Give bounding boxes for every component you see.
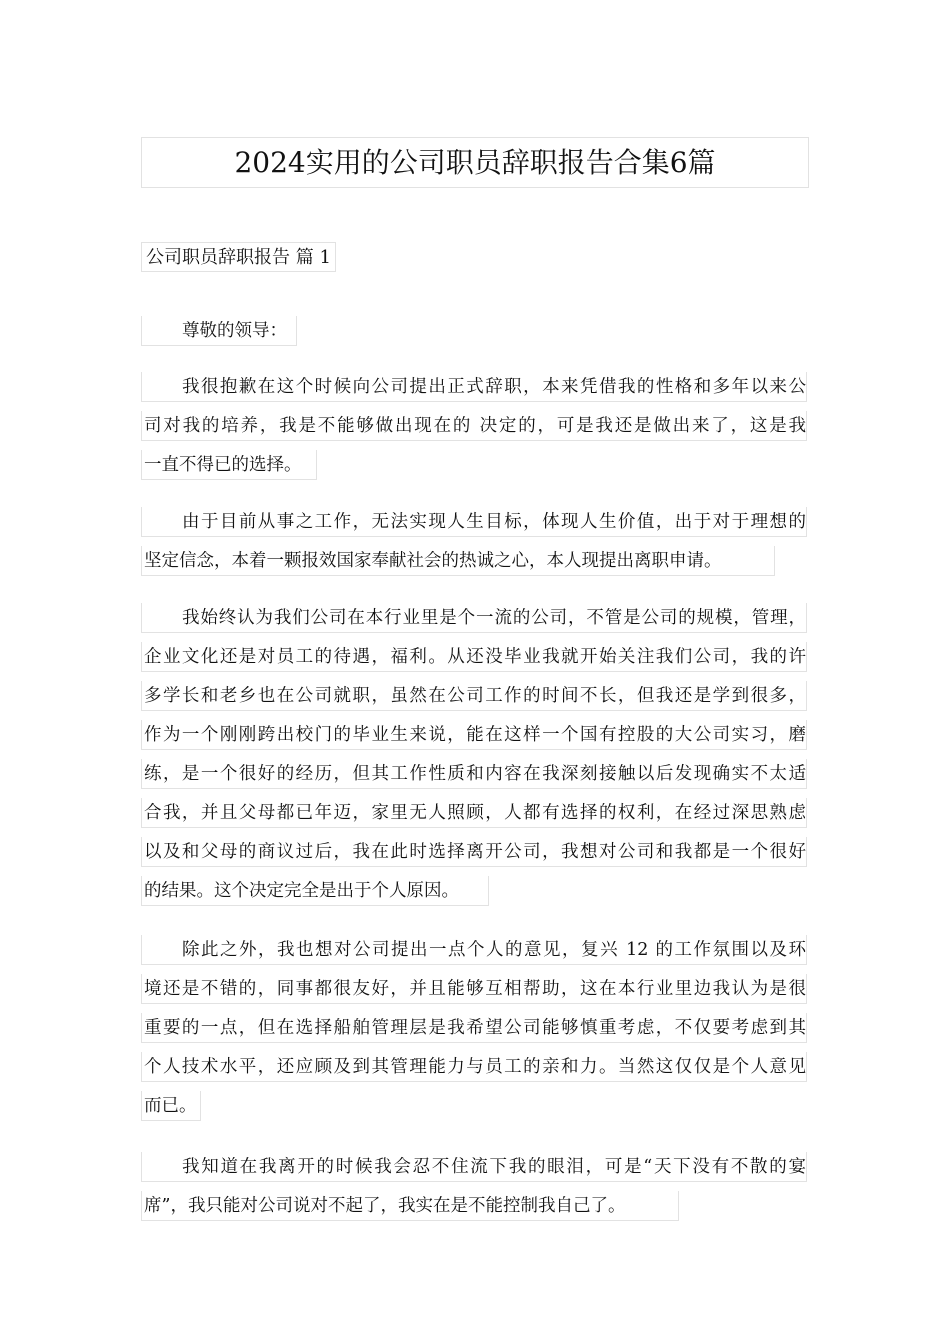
paragraph-2-line-1: 由于目前从事之工作，无法实现人生目标，体现人生价值，出于对于理想的 bbox=[141, 507, 807, 537]
paragraph-4-line-5: 而已。 bbox=[141, 1091, 201, 1121]
paragraph-3-line-3: 多学长和老乡也在公司就职，虽然在公司工作的时间不长，但我还是学到很多， bbox=[141, 681, 807, 711]
paragraph-1-line-3: 一直不得已的选择。 bbox=[141, 450, 317, 480]
paragraph-4-line-2: 境还是不错的，同事都很友好，并且能够互相帮助，这在本行业里边我认为是很 bbox=[141, 974, 807, 1004]
paragraph-1-line-2: 司对我的培养，我是不能够做出现在的 决定的，可是我还是做出来了，这是我 bbox=[141, 411, 807, 441]
paragraph-3-line-6: 合我，并且父母都已年迈，家里无人照顾，人都有选择的权利，在经过深思熟虑 bbox=[141, 798, 807, 828]
document-title: 2024实用的公司职员辞职报告合集6篇 bbox=[234, 146, 716, 179]
paragraph-4-line-3: 重要的一点，但在选择船舶管理层是我希望公司能够慎重考虑，不仅要考虑到其 bbox=[141, 1013, 807, 1043]
paragraph-3-line-5: 练，是一个很好的经历，但其工作性质和内容在我深刻接触以后发现确实不太适 bbox=[141, 759, 807, 789]
paragraph-3-line-8: 的结果。这个决定完全是出于个人原因。 bbox=[141, 876, 489, 906]
paragraph-5-line-2: 席”，我只能对公司说对不起了，我实在是不能控制我自己了。 bbox=[141, 1191, 679, 1221]
paragraph-3-line-4: 作为一个刚刚跨出校门的毕业生来说，能在这样一个国有控股的大公司实习，磨 bbox=[141, 720, 807, 750]
paragraph-4-line-4: 个人技术水平，还应顾及到其管理能力与员工的亲和力。当然这仅仅是个人意见 bbox=[141, 1052, 807, 1082]
paragraph-2-line-2: 坚定信念，本着一颗报效国家奉献社会的热诚之心，本人现提出离职申请。 bbox=[141, 546, 775, 576]
salutation: 尊敬的领导： bbox=[141, 316, 297, 346]
section-heading: 公司职员辞职报告 篇 1 bbox=[141, 242, 336, 272]
paragraph-5-line-1: 我知道在我离开的时候我会忍不住流下我的眼泪，可是“天下没有不散的宴 bbox=[141, 1152, 807, 1182]
paragraph-1-line-1: 我很抱歉在这个时候向公司提出正式辞职，本来凭借我的性格和多年以来公 bbox=[141, 372, 807, 402]
paragraph-3-line-1: 我始终认为我们公司在本行业里是个一流的公司，不管是公司的规模，管理， bbox=[141, 603, 807, 633]
paragraph-3-line-2: 企业文化还是对员工的待遇，福利。从还没毕业我就开始关注我们公司，我的许 bbox=[141, 642, 807, 672]
paragraph-3-line-7: 以及和父母的商议过后，我在此时选择离开公司，我想对公司和我都是一个很好 bbox=[141, 837, 807, 867]
paragraph-4-line-1: 除此之外，我也想对公司提出一点个人的意见，复兴 12 的工作氛围以及环 bbox=[141, 935, 807, 965]
